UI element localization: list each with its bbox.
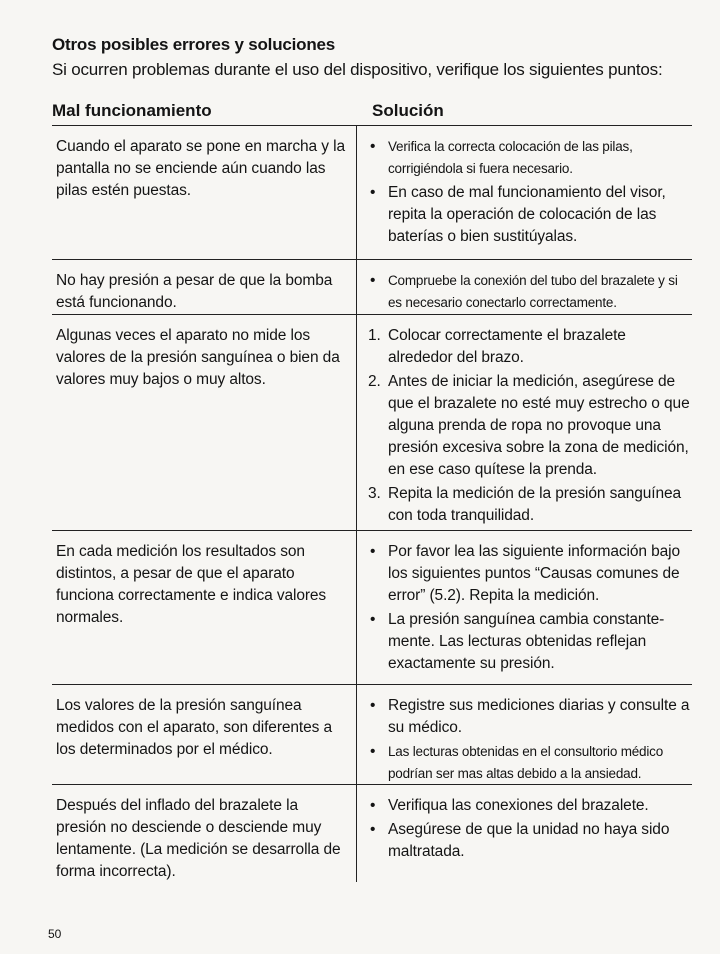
solution-text: La presión sanguínea cambia constante-mente. Las lecturas obtenidas reflejan exactamente su presión. xyxy=(388,611,665,672)
solution-item xyxy=(370,483,692,527)
solution-item xyxy=(370,541,692,607)
number-mark: 2. xyxy=(368,373,381,390)
solution-item xyxy=(370,136,692,180)
solution-item xyxy=(370,795,692,817)
solution-item xyxy=(370,819,692,863)
solution-text: Compruebe la conexión del tubo del brazalete y si es necesario conectarlo correctamente. xyxy=(388,273,678,310)
section-title: Otros posibles errores y soluciones xyxy=(52,35,336,54)
solution-item xyxy=(370,741,692,785)
bullet-mark: • xyxy=(370,184,376,201)
intro-text: Si ocurren problemas durante el uso del dispositivo, verifique los siguientes puntos: xyxy=(52,60,663,79)
column-header-problem: Mal funcionamiento xyxy=(52,101,212,120)
solution-item xyxy=(370,182,692,248)
column-header-solution: Solución xyxy=(372,101,444,120)
solution-cell xyxy=(370,270,692,316)
solution-cell xyxy=(370,795,692,865)
problem-cell: Después del inflado del brazalete la presión no desciende o desciende muy lentamente. (La medición se desarrolla de forma incorrecta). xyxy=(56,797,341,880)
solution-cell xyxy=(370,136,692,250)
solution-item xyxy=(370,270,692,314)
page-number: 50 xyxy=(48,927,62,941)
solution-cell xyxy=(370,325,692,529)
bullet-mark: • xyxy=(370,697,376,714)
problem-cell: Cuando el aparato se pone en marcha y la pantalla no se enciende aún cuando las pilas estén puestas. xyxy=(56,138,345,199)
solution-cell xyxy=(370,695,692,787)
solution-item xyxy=(370,325,692,369)
problem-cell: Algunas veces el aparato no mide los valores de la presión sanguínea o bien da valores muy bajos o muy altos. xyxy=(56,327,340,388)
solution-cell xyxy=(370,541,692,677)
bullet-mark: • xyxy=(370,797,376,814)
solution-text: Antes de iniciar la medición, asegúrese de que el brazalete no esté muy estrecho o que alguna prenda de ropa no provoque una presión excesiva sobre la zona de medición, en ese caso quítese la prenda. xyxy=(388,373,690,478)
solution-text: En caso de mal funcionamiento del visor, repita la operación de colocación de las baterías o bien sustitúyalas. xyxy=(388,184,666,245)
problem-cell: No hay presión a pesar de que la bomba está funcionando. xyxy=(56,272,333,311)
solution-item xyxy=(370,695,692,739)
table-row xyxy=(52,531,692,685)
solution-text: Verifiqua las conexiones del brazalete. xyxy=(388,797,649,814)
solution-text: Por favor lea las siguiente información bajo los siguientes puntos “Causas comunes de error” (5.2). Repita la medición. xyxy=(388,543,680,604)
solution-text: Registre sus mediciones diarias y consulte a su médico. xyxy=(388,697,690,736)
table-row xyxy=(52,260,692,315)
problem-cell: En cada medición los resultados son distintos, a pesar de que el aparato funciona correctamente e indica valores normales. xyxy=(56,543,327,626)
table-row xyxy=(52,685,692,785)
solution-item xyxy=(370,371,692,481)
number-mark: 3. xyxy=(368,485,381,502)
bullet-mark: • xyxy=(370,821,376,838)
table-row xyxy=(52,126,692,260)
solution-text: Repita la medición de la presión sanguínea con toda tranquilidad. xyxy=(388,485,682,524)
number-mark: 1. xyxy=(368,327,381,344)
table-row xyxy=(52,785,692,885)
problem-cell: Los valores de la presión sanguínea medidos con el aparato, son diferentes a los determinados por el médico. xyxy=(56,697,333,758)
bullet-mark: • xyxy=(370,138,376,155)
bullet-mark: • xyxy=(370,543,376,560)
table-row xyxy=(52,315,692,531)
bullet-mark: • xyxy=(370,611,376,628)
solution-text: Colocar correctamente el brazalete alrededor del brazo. xyxy=(388,327,626,366)
solution-text: Las lecturas obtenidas en el consultorio médico podrían ser mas altas debido a la ansiedad. xyxy=(388,744,664,781)
solution-text: Asegúrese de que la unidad no haya sido maltratada. xyxy=(388,821,670,860)
solution-item xyxy=(370,609,692,675)
bullet-mark: • xyxy=(370,272,376,289)
bullet-mark: • xyxy=(370,743,376,760)
solution-text: Verifica la correcta colocación de las pilas, corrigiéndola si fuera necesario. xyxy=(388,139,633,176)
